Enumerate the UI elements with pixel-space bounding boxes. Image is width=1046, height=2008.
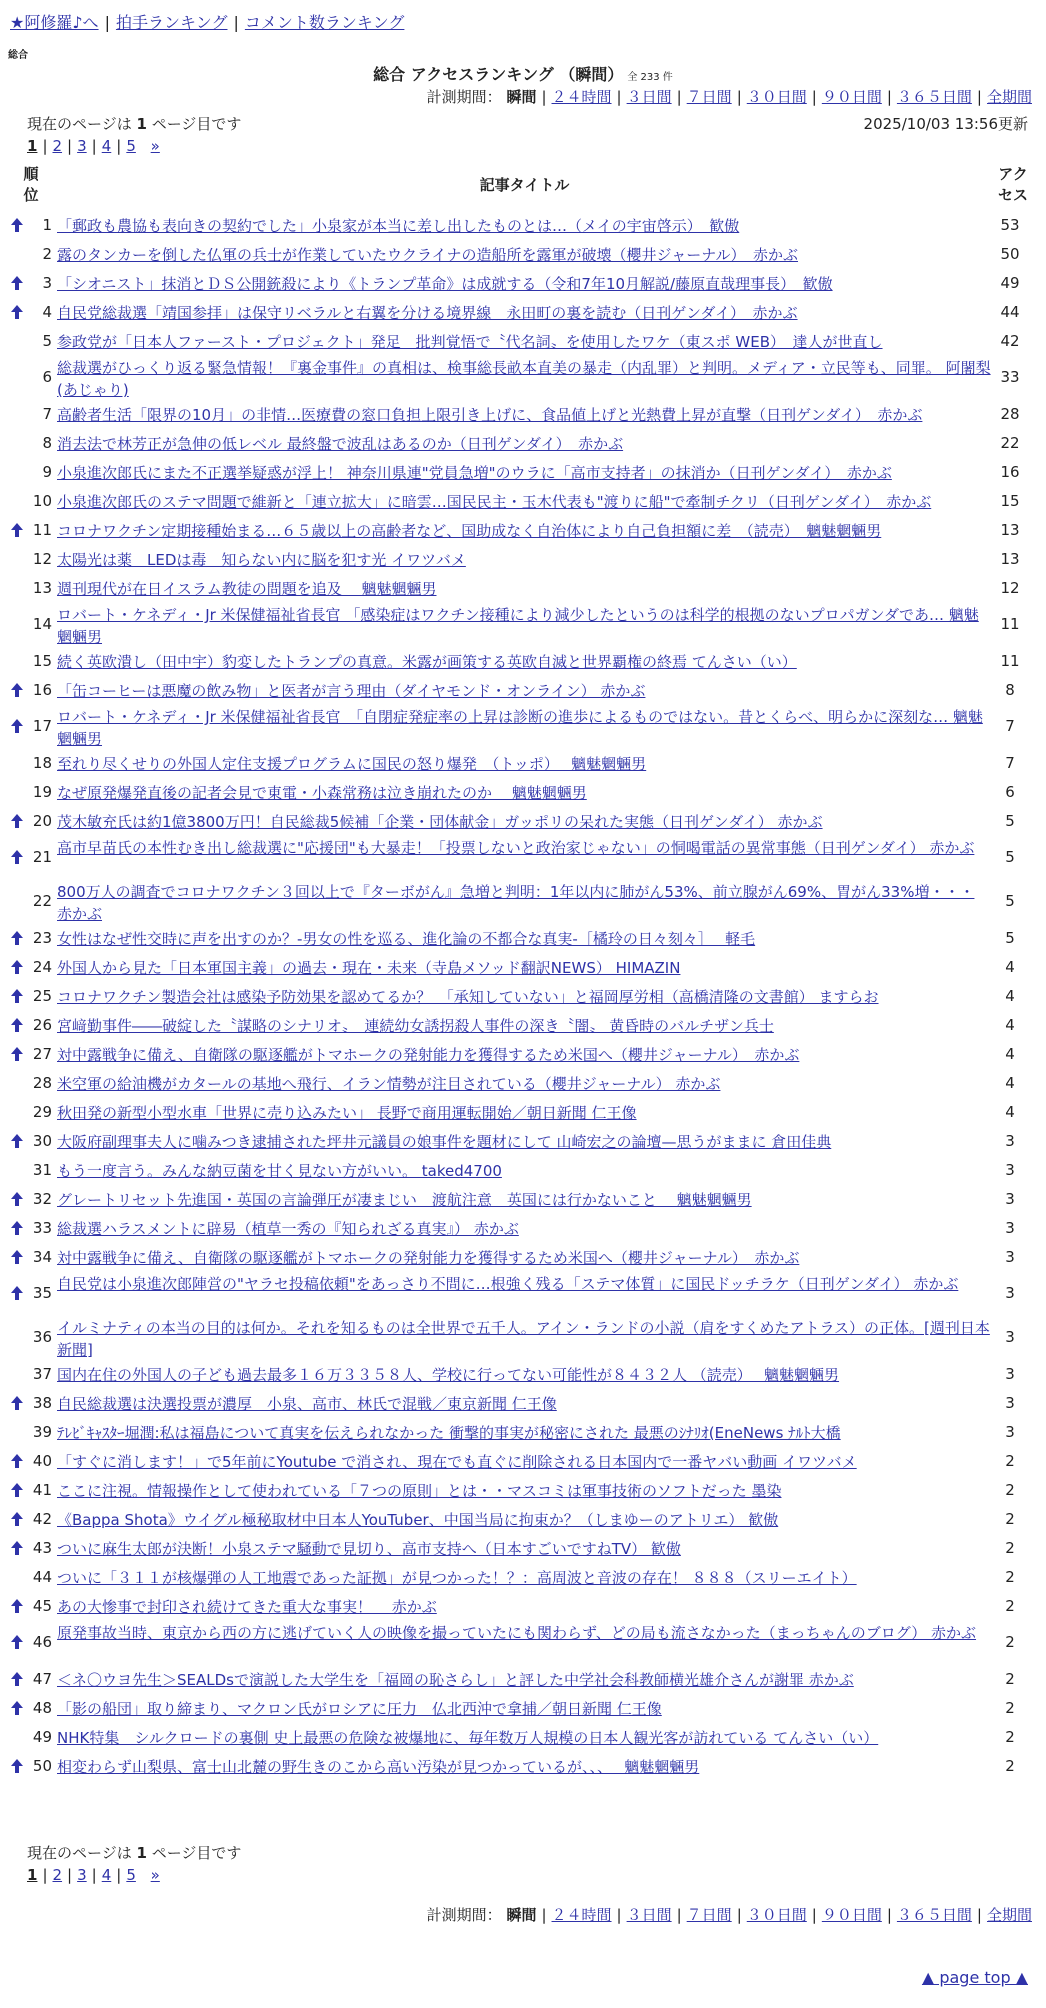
nav-separator: | [233, 13, 239, 32]
rank-number: 17 [32, 717, 52, 735]
access-count: 13 [1000, 520, 1020, 539]
rank-number: 49 [32, 1727, 52, 1746]
rank-number: 15 [32, 651, 52, 670]
pager-page-3[interactable]: 3 [77, 137, 87, 155]
access-count: 8 [1005, 680, 1015, 699]
access-count: 3 [1005, 1189, 1015, 1208]
table-row [0, 1128, 1046, 1157]
period-24h-link[interactable]: ２４時間 [551, 88, 612, 106]
table-row [0, 1012, 1046, 1041]
access-count: 4 [1005, 957, 1015, 976]
pager-page-2[interactable]: 2 [52, 137, 63, 155]
article-title-link[interactable]: 「郵政も農協も表向きの契約でした」小泉家が本当に差し出したものとは…（メイの宇宙啓示） 歓傲 [57, 217, 740, 235]
article-title-link[interactable]: 「すぐに消します！」で5年前にYoutube で消され、現在でも直ぐに削除される日本国内で一番ヤバい動画 イワツバメ [57, 1453, 857, 1471]
rank-number: 3 [42, 273, 52, 292]
rank-number: 11 [32, 520, 52, 539]
rank-number: 39 [32, 1422, 52, 1441]
table-row [0, 1666, 1046, 1695]
period-all-link[interactable]: 全期間 [986, 1906, 1032, 1924]
access-count: 49 [1000, 273, 1020, 292]
header-rank: 順位 [23, 165, 39, 204]
access-count: 3 [1005, 1218, 1015, 1237]
rank-number: 6 [42, 368, 52, 386]
period-3d-link[interactable]: ３日間 [626, 88, 672, 106]
access-count: 2 [1005, 1480, 1015, 1499]
table-row [0, 328, 1046, 357]
rank-number: 1 [42, 215, 52, 234]
table-row [0, 1070, 1046, 1099]
current-page-text-top: 現在のページは 1 ページ目です [27, 115, 242, 133]
article-title-link[interactable]: 宮﨑勤事件――破綻した〝謀略のシナリオ〟 連続幼女誘拐殺人事件の深き〝闇〟 黄昏時のバルチザン兵士 [57, 1017, 774, 1035]
table-row [0, 517, 1046, 546]
article-title-link[interactable]: 続く英欧潰し（田中宇）豹変したトランプの真意。米露が画策する英欧自滅と世界覇権の終焉 てんさい（い） [57, 653, 797, 671]
access-count: 6 [1005, 782, 1015, 801]
article-title-link[interactable]: 《Bappa Shota》ウイグル極秘取材中日本人YouTuber、中国当局に拘束か？（しまゆーのアトリエ） 歓傲 [57, 1511, 779, 1529]
pager-page-4[interactable]: 4 [101, 1866, 112, 1884]
access-count: 4 [1005, 1102, 1015, 1121]
rank-number: 29 [32, 1102, 52, 1121]
pager-next[interactable]: » [150, 1866, 160, 1884]
article-title-link[interactable]: ロバート・ケネディ・Jr 米保健福祉省長官 「感染症はワクチン接種により減少したというのは科学的根拠のないプロパガンダであ… 魑魅魍魎男 [57, 606, 979, 646]
access-count: 2 [1005, 1538, 1015, 1557]
access-count: 5 [1005, 848, 1015, 866]
table-row [0, 1622, 1046, 1666]
rank-number: 44 [32, 1567, 52, 1586]
rank-number: 7 [42, 404, 52, 423]
rank-number: 14 [32, 615, 52, 633]
pager-page-5[interactable]: 5 [126, 1866, 136, 1884]
pager-page-5[interactable]: 5 [126, 137, 136, 155]
access-count: 42 [1000, 331, 1020, 350]
table-row [0, 925, 1046, 954]
table-row [0, 881, 1046, 925]
rank-number: 9 [42, 462, 52, 481]
table-row [0, 575, 1046, 604]
access-count: 50 [1000, 244, 1020, 263]
table-row [0, 706, 1046, 750]
article-title-link[interactable]: NHK特集 シルクロードの裏側 史上最悪の危険な被爆地に、毎年数万人規模の日本人観光客が訪れている てんさい（い） [57, 1729, 879, 1747]
table-row [0, 1419, 1046, 1448]
period-30d-link[interactable]: ３０日間 [746, 88, 807, 106]
table-row [0, 1477, 1046, 1506]
period-selector-bottom: 計測期間： 瞬間 | ２４時間 | ３日間 | ７日間 | ３０日間 | ９０日間 | ３６５日間 | 全期間 [426, 1906, 1032, 1924]
rank-number: 37 [32, 1364, 52, 1383]
table-row [0, 1724, 1046, 1753]
access-count: 2 [1005, 1756, 1015, 1775]
article-title-link[interactable]: 女性はなぜ性交時に声を出すのか？-男女の性を巡る、進化論の不都合な真実-［橘玲の日々刻々］ 軽毛 [57, 930, 756, 948]
access-count: 3 [1005, 1160, 1015, 1179]
period-7d-link[interactable]: ７日間 [686, 88, 732, 106]
article-title-link[interactable]: 相変わらず山梨県、富士山北麓の野生きのこから高い汚染が見つかっているが、、、 魑魅魍魎男 [57, 1758, 700, 1776]
article-title-link[interactable]: 米空軍の給油機がカタールの基地へ飛行、イラン情勢が注目されている（櫻井ジャーナル） 赤かぶ [57, 1075, 721, 1093]
rank-number: 50 [32, 1756, 52, 1775]
access-count: 22 [1000, 433, 1020, 452]
pager-top: 1 | 2 | 3 | 4 | 5 » [27, 137, 160, 155]
table-row [0, 750, 1046, 779]
period-current: 瞬間 [506, 1906, 537, 1924]
table-row [0, 1273, 1046, 1317]
article-title-link[interactable]: イルミナティの本当の目的は何か。それを知るものは全世界で五千人。アイン・ランドの小説（肩をすくめたアトラス）の正体。[週刊日本新聞] [57, 1319, 990, 1359]
article-title-link[interactable]: 小泉進次郎氏にまた不正選挙疑惑が浮上！ 神奈川県連"党員急増"のウラに「高市支持者」の抹消か（日刊ゲンダイ） 赤かぶ [57, 464, 892, 482]
article-title-link[interactable]: コロナワクチン製造会社は感染予防効果を認めてるか？ 「承知していない」と福岡厚労相（高橋清隆の文書館） ますらお [57, 988, 879, 1006]
article-title-link[interactable]: 総裁選ハラスメントに辟易（植草一秀の『知られざる真実』） 赤かぶ [57, 1220, 519, 1238]
period-label: 計測期間： [426, 88, 502, 106]
rank-number: 46 [32, 1633, 52, 1651]
access-count: 3 [1005, 1284, 1015, 1302]
rank-number: 30 [32, 1131, 52, 1150]
top-navigation [10, 10, 404, 33]
rank-number: 2 [42, 244, 52, 263]
rank-number: 36 [32, 1328, 52, 1346]
access-count: 7 [1005, 717, 1015, 735]
table-row [0, 1448, 1046, 1477]
article-title-link[interactable]: ロバート・ケネディ・Jr 米保健福祉省長官 「自閉症発症率の上昇は診断の進歩によるものではない。昔とくらべ、明らかに深刻な… 魑魅魍魎男 [57, 708, 983, 748]
access-count: 3 [1005, 1328, 1015, 1346]
article-title-link[interactable]: 週刊現代が在日イスラム教徒の問題を追及 魑魅魍魎男 [57, 580, 437, 598]
access-count: 12 [1000, 578, 1020, 597]
rank-number: 35 [32, 1284, 52, 1302]
rank-number: 41 [32, 1480, 52, 1499]
rank-number: 40 [32, 1451, 52, 1470]
rank-number: 33 [32, 1218, 52, 1237]
table-row [0, 1695, 1046, 1724]
access-count: 5 [1005, 811, 1015, 830]
access-count: 28 [1000, 404, 1020, 423]
article-title-link[interactable]: 秋田発の新型小型水車「世界に売り込みたい」 長野で商用運転開始／朝日新聞 仁王像 [57, 1104, 637, 1122]
rank-number: 4 [42, 302, 52, 321]
table-row [0, 1041, 1046, 1070]
table-row [0, 299, 1046, 328]
access-count: 33 [1000, 368, 1020, 386]
updated-timestamp: 2025/10/03 13:56更新 [863, 115, 1028, 133]
table-row [0, 212, 1046, 241]
rank-number: 8 [42, 433, 52, 452]
applause-ranking-link[interactable]: 拍手ランキング [115, 13, 228, 32]
pager-page-4[interactable]: 4 [101, 137, 112, 155]
article-title-link[interactable]: 対中露戦争に備え、自衛隊の駆逐艦がトマホークの発射能力を獲得するため米国へ（櫻井ジャーナル） 赤かぶ [57, 1249, 800, 1267]
table-row [0, 241, 1046, 270]
table-row [0, 1157, 1046, 1186]
article-title-link[interactable]: もう一度言う。みんな納豆菌を甘く見ない方がいい。 taked4700 [57, 1162, 502, 1180]
table-row [0, 1753, 1046, 1782]
rank-number: 23 [32, 928, 52, 947]
article-title-link[interactable]: 「シオニスト」抹消とＤＳ公開銃殺により《トランプ革命》は成就する（令和7年10月解説/藤原直哉理事長） 歓傲 [57, 275, 833, 293]
access-count: 3 [1005, 1247, 1015, 1266]
access-count: 11 [1000, 615, 1020, 633]
table-row [0, 1186, 1046, 1215]
pager-bottom: 1 | 2 | 3 | 4 | 5 » [27, 1866, 160, 1884]
article-title-link[interactable]: 至れり尽くせりの外国人定住支援プログラムに国民の怒り爆発 （トッポ） 魑魅魍魎男 [57, 755, 647, 773]
table-row [0, 648, 1046, 677]
rank-number: 25 [32, 986, 52, 1005]
ranking-heading [0, 62, 1046, 85]
table-row [0, 1506, 1046, 1535]
access-count: 3 [1005, 1364, 1015, 1383]
comment-ranking-link[interactable]: コメント数ランキング [244, 13, 405, 32]
ashura-home-link[interactable]: ★阿修羅♪へ [10, 13, 99, 32]
rank-number: 38 [32, 1393, 52, 1412]
article-title-link[interactable]: ついに麻生太郎が決断！小泉ステマ騒動で見切り、高市支持へ（日本すごいですねTV） 歓傲 [57, 1540, 681, 1558]
table-row [0, 1390, 1046, 1419]
period-90d-link[interactable]: ９０日間 [821, 88, 882, 106]
table-row [0, 954, 1046, 983]
period-90d-link[interactable]: ９０日間 [821, 1906, 882, 1924]
nav-separator: | [104, 13, 110, 32]
pager-current: 1 [27, 137, 38, 155]
period-label: 計測期間： [426, 1906, 502, 1924]
article-title-link[interactable]: 外国人から見た「日本軍国主義」の過去・現在・未来（寺島メソッド翻訳NEWS） HIMAZIN [57, 959, 681, 977]
table-row [0, 488, 1046, 517]
article-title-link[interactable]: 総裁選がひっくり返る緊急情報！『裏金事件』の真相は、検事総長畝本直美の暴走（内乱罪）と判明。メディア・立民等も、同罪。 阿闍梨(あじゃり) [57, 359, 991, 399]
article-title-link[interactable]: 800万人の調査でコロナワクチン３回以上で『ターボがん』急増と判明：1年以内に肺がん53%、前立腺がん69%、胃がん33%増・・・ 赤かぶ [57, 883, 975, 923]
access-count: 3 [1005, 1422, 1015, 1441]
access-count: 11 [1000, 651, 1020, 670]
rank-number: 20 [32, 811, 52, 830]
table-row [0, 604, 1046, 648]
access-count: 2 [1005, 1633, 1015, 1651]
table-row [0, 1244, 1046, 1273]
access-count: 44 [1000, 302, 1020, 321]
pager-page-2[interactable]: 2 [52, 1866, 63, 1884]
access-count: 2 [1005, 1727, 1015, 1746]
rank-number: 18 [32, 753, 52, 772]
access-count: 5 [1005, 928, 1015, 947]
rank-number: 31 [32, 1160, 52, 1179]
rank-number: 22 [32, 892, 52, 910]
access-count: 5 [1005, 892, 1015, 910]
rank-number: 43 [32, 1538, 52, 1557]
article-title-link[interactable]: 自民総裁選は決選投票が濃厚 小泉、高市、林氏で混戦／東京新聞 仁王像 [57, 1395, 557, 1413]
article-title-link[interactable]: あの大惨事で封印され続けてきた重大な事実！ 赤かぶ [57, 1598, 437, 1616]
article-title-link[interactable]: 露のタンカーを倒した仏軍の兵士が作業していたウクライナの造船所を露軍が破壊（櫻井ジャーナル） 赤かぶ [57, 246, 799, 264]
table-row [0, 1361, 1046, 1390]
article-title-link[interactable]: コロナワクチン定期接種始まる…６５歳以上の高齢者など、国助成なく自治体により自己負担額に差 （読売） 魑魅魍魎男 [57, 522, 882, 540]
table-row [0, 1535, 1046, 1564]
period-24h-link[interactable]: ２４時間 [551, 1906, 612, 1924]
total-count: 全 233 件 [627, 72, 673, 83]
article-title-link[interactable]: 自民党は小泉進次郎陣営の"ヤラセ投稿依頼"をあっさり不問に…根強く残る「ステマ体質」に国民ドッチラケ（日刊ゲンダイ） 赤かぶ [57, 1275, 959, 1293]
access-count: 3 [1005, 1131, 1015, 1150]
access-count: 2 [1005, 1567, 1015, 1586]
ranking-title: 総合 アクセスランキング （瞬間） [373, 65, 624, 84]
rank-number: 32 [32, 1189, 52, 1208]
period-3d-link[interactable]: ３日間 [626, 1906, 672, 1924]
table-row [0, 270, 1046, 299]
article-title-link[interactable]: 太陽光は薬 LEDは毒 知らない内に脳を犯す光 イワツバメ [57, 551, 466, 569]
table-row [0, 1317, 1046, 1361]
table-row [0, 1215, 1046, 1244]
rank-number: 16 [32, 680, 52, 699]
article-title-link[interactable]: ここに注視。情報操作として使われている「７つの原則」とは・・マスコミは軍事技術のソフトだった 墨染 [57, 1482, 782, 1500]
period-7d-link[interactable]: ７日間 [686, 1906, 732, 1924]
rank-number: 24 [32, 957, 52, 976]
access-count: 4 [1005, 1044, 1015, 1063]
article-title-link[interactable]: 高市早苗氏の本性むき出し総裁選に"応援団"も大暴走！「投票しないと政治家じゃない」の恫喝電話の異常事態（日刊ゲンダイ） 赤かぶ [57, 839, 975, 857]
article-title-link[interactable]: 原発事故当時、東京から西の方に逃げていく人の映像を撮っていたにも関わらず、どの局も流さなかった（まっちゃんのブログ） 赤かぶ [57, 1624, 977, 1642]
table-row [0, 1593, 1046, 1622]
access-count: 4 [1005, 986, 1015, 1005]
period-30d-link[interactable]: ３０日間 [746, 1906, 807, 1924]
period-all-link[interactable]: 全期間 [986, 88, 1032, 106]
rank-number: 10 [32, 491, 52, 510]
current-page-text-bottom: 現在のページは 1 ページ目です [27, 1844, 242, 1862]
header-title: 記事タイトル [479, 176, 570, 194]
rank-number: 13 [32, 578, 52, 597]
rank-number: 12 [32, 549, 52, 568]
article-title-link[interactable]: 自民党総裁選「靖国参拝」は保守リベラルと右翼を分ける境界線 永田町の裏を読む（日刊ゲンダイ） 赤かぶ [57, 304, 798, 322]
access-count: 16 [1000, 462, 1020, 481]
article-title-link[interactable]: 小泉進次郎氏のステマ問題で維新と「連立拡大」に暗雲…国民民主・玉木代表も"渡りに船"で牽制チクリ（日刊ゲンダイ） 赤かぶ [57, 493, 932, 511]
article-title-link[interactable]: グレートリセット先進国・英国の言論弾圧が凄まじい 渡航注意 英国には行かないこと 魑魅魍魎男 [57, 1191, 752, 1209]
period-selector-top: 計測期間： 瞬間 | ２４時間 | ３日間 | ７日間 | ３０日間 | ９０日間 | ３６５日間 | 全期間 [426, 88, 1032, 106]
rank-number: 48 [32, 1698, 52, 1717]
article-title-link[interactable]: 対中露戦争に備え、自衛隊の駆逐艦がトマホークの発射能力を獲得するため米国へ（櫻井ジャーナル） 赤かぶ [57, 1046, 800, 1064]
period-365d-link[interactable]: ３６５日間 [896, 88, 972, 106]
article-title-link[interactable]: 参政党が「日本人ファースト・プロジェクト」発足 批判覚悟で〝代名詞〟を使用したワケ（東スポ WEB） 達人が世直し [57, 333, 883, 351]
table-row [0, 837, 1046, 881]
article-title-link[interactable]: 「影の船団」取り締まり、マクロン氏がロシアに圧力 仏北西沖で拿捕／朝日新聞 仁王像 [57, 1700, 662, 1718]
table-row [0, 401, 1046, 430]
rank-number: 27 [32, 1044, 52, 1063]
rank-number: 47 [32, 1669, 52, 1688]
access-count: 4 [1005, 1015, 1015, 1034]
access-count: 15 [1000, 491, 1020, 510]
pager-next[interactable]: » [150, 137, 160, 155]
article-title-link[interactable]: 国内在住の外国人の子ども過去最多１６万３３５８人、学校に行ってない可能性が８４３２人 （読売） 魑魅魍魎男 [57, 1366, 840, 1384]
table-row [0, 808, 1046, 837]
article-title-link[interactable]: ＜ネ〇ウヨ先生＞SEALDsで演説した大学生を「福岡の恥さらし」と評した中学社会科教師横光雄介さんが謝罪 赤かぶ [57, 1671, 854, 1689]
access-count: 3 [1005, 1393, 1015, 1412]
table-row [0, 983, 1046, 1012]
article-title-link[interactable]: ついに「３１１が核爆弾の人工地震であった証拠」が見つかった！？：高周波と音波の存在！ ８８８（スリーエイト） [57, 1569, 857, 1587]
article-title-link[interactable]: ﾃﾚﾋﾞｷｬｽﾀｰ堀潤:私は福島について真実を伝えられなかった 衝撃的事実が秘密にされた 最悪のｼﾅﾘｵ(EneNews ﾅﾙﾄ大橋 [57, 1424, 841, 1442]
rank-number: 26 [32, 1015, 52, 1034]
table-row [0, 779, 1046, 808]
article-title-link[interactable]: 消去法で林芳正が急伸の低レベル 最終盤で波乱はあるのか（日刊ゲンダイ） 赤かぶ [57, 435, 624, 453]
pager-page-3[interactable]: 3 [77, 1866, 87, 1884]
table-row [0, 546, 1046, 575]
access-count: 2 [1005, 1669, 1015, 1688]
table-row [0, 677, 1046, 706]
table-row [0, 357, 1046, 401]
rank-number: 21 [32, 848, 52, 866]
header-access: アクセス [997, 165, 1028, 204]
access-count: 2 [1005, 1451, 1015, 1470]
period-current: 瞬間 [506, 88, 537, 106]
article-title-link[interactable]: 大阪府副理事夫人に噛みつき逮捕された坪井元議員の娘事件を題材にして 山崎宏之の論壇—思うがままに 倉田佳典 [57, 1133, 832, 1151]
rank-number: 34 [32, 1247, 52, 1266]
page-top-link[interactable]: ▲ page top ▲ [921, 1968, 1028, 1987]
rank-number: 28 [32, 1073, 52, 1092]
article-title-link[interactable]: 茂木敏充氏は約1億3800万円！自民総裁5候補「企業・団体献金」ガッポリの呆れた実態（日刊ゲンダイ） 赤かぶ [57, 813, 823, 831]
table-row [0, 459, 1046, 488]
rank-number: 5 [42, 331, 52, 350]
table-row [0, 1099, 1046, 1128]
article-title-link[interactable]: 「缶コーヒーは悪魔の飲み物」と医者が言う理由（ダイヤモンド・オンライン） 赤かぶ [57, 682, 646, 700]
period-365d-link[interactable]: ３６５日間 [896, 1906, 972, 1924]
access-count: 2 [1005, 1698, 1015, 1717]
access-count: 13 [1000, 549, 1020, 568]
access-count: 2 [1005, 1596, 1015, 1615]
access-count: 4 [1005, 1073, 1015, 1092]
access-count: 7 [1005, 753, 1015, 772]
access-count: 2 [1005, 1509, 1015, 1528]
rank-number: 45 [32, 1596, 52, 1615]
rank-number: 42 [32, 1509, 52, 1528]
access-count: 53 [1000, 215, 1020, 234]
category-label: 総合 [8, 50, 28, 61]
table-row [0, 1564, 1046, 1593]
article-title-link[interactable]: なぜ原発爆発直後の記者会見で東電・小森常務は泣き崩れたのか 魑魅魍魎男 [57, 784, 587, 802]
rank-number: 19 [32, 782, 52, 801]
pager-current: 1 [27, 1866, 38, 1884]
article-title-link[interactable]: 高齢者生活「限界の10月」の非情…医療費の窓口負担上限引き上げに、食品値上げと光熱費上昇が直撃（日刊ゲンダイ） 赤かぶ [57, 406, 923, 424]
table-row [0, 430, 1046, 459]
